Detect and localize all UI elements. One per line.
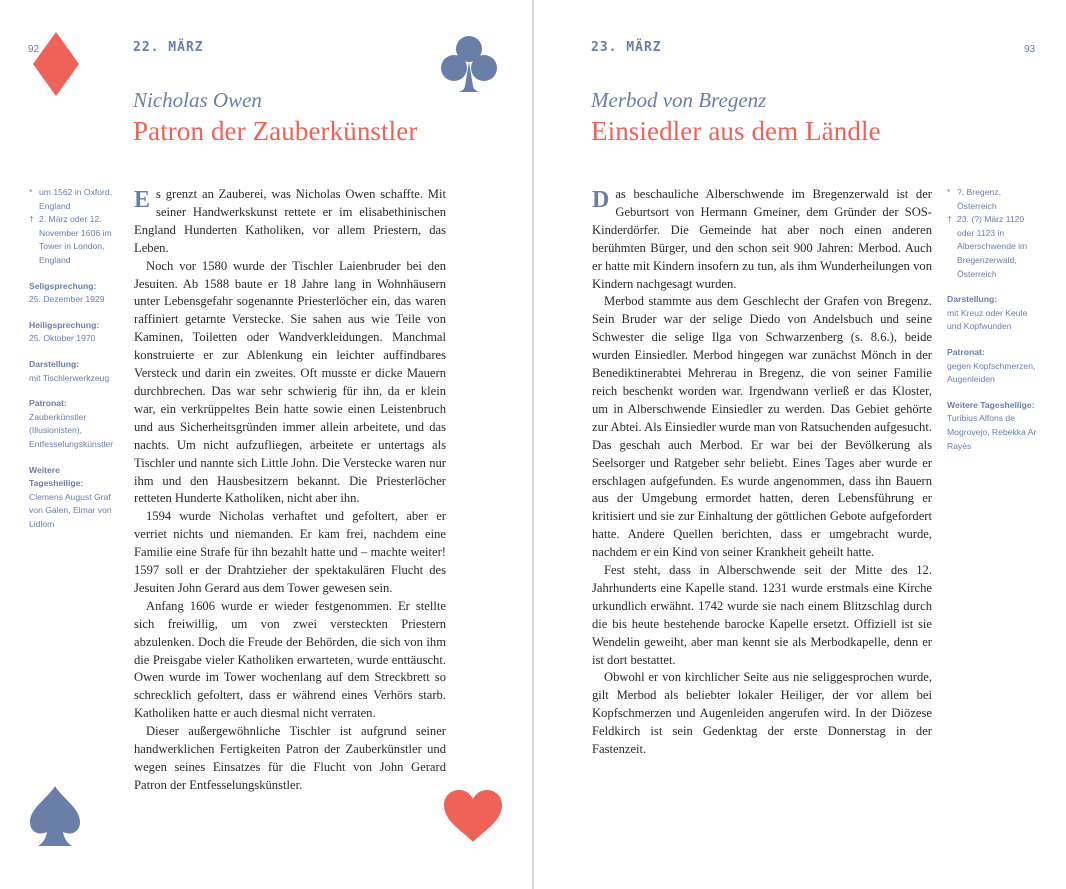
patronage-info: Patronat: Zauberkünstler (Illusionisten), Entfesselungskünstler — [29, 398, 114, 449]
body-text — [134, 186, 446, 795]
patron-title: Patron der Zauberkünstler — [133, 116, 418, 146]
spade-icon — [30, 786, 80, 848]
facts-sidebar — [29, 186, 115, 531]
birth-info: * um 1562 in Oxford, England — [29, 187, 113, 211]
heart-icon — [444, 790, 502, 842]
club-icon — [440, 34, 498, 94]
death-info: † 2. März oder 12. November 1606 im Tower in London, England — [29, 214, 112, 265]
paragraph: Das beschauliche Alberschwende im Bregenzerwald ist der Geburtsort von Hermann Gmeiner, dem Gründer der SOS-Kinderdörfer. Die Gemeinde hat aber noch einen anderen berühmten Bürger, und den schon seit 900 Jahren: Merbod. Auch er hatte mit Kindern insofern zu tun, als ihm Wunderheilungen von Kindern nachgesagt wurden. — [592, 187, 932, 291]
page-number: 92 — [28, 44, 40, 55]
other-saints-info: Weitere Tagesheilige: Turibius Alfons de Mogrovejo, Rebekka Ar Rayès — [947, 399, 1037, 451]
patron-title: Einsiedler aus dem Ländle — [591, 116, 881, 146]
birth-info: * ?, Bregenz, Österreich — [947, 187, 1001, 211]
body-text — [592, 186, 932, 759]
paragraph: Anfang 1606 wurde er wieder festgenommen. Er stellte sich freiwillig, um von zwei versteckten Priestern abzulenken. Doch die Freude der Behörden, die sich von ihm die Preisgabe vieler Katholiken erwarteten, wurde enttäuscht. Owen wurde im Tower wochenlang auf dem Streckbrett so schrecklich gefoltert, dass er während eines Verhörs starb. Katholiken hatte er auch diesmal nicht verraten. — [134, 598, 446, 721]
drop-cap: D — [592, 187, 610, 213]
saint-name: Merbod von Bregenz — [591, 88, 767, 112]
date-heading: 23. MÄRZ — [591, 40, 662, 55]
diamond-icon — [32, 32, 80, 96]
depiction-info: Darstellung: mit Kreuz oder Keule und Kopfwunden — [947, 294, 1028, 332]
death-info: † 23. (?) März 1120 oder 1123 in Alberschwende im Bregenzerwald, Österreich — [947, 214, 1028, 279]
other-saints-info: Weitere Tagesheilige: Clemens August Graf von Galen, Elmar von Lidlom — [29, 464, 112, 529]
paragraph: Dieser außergewöhnliche Tischler ist aufgrund seiner handwerklichen Fertigkeiten Patron der Zauberkünstler und wegen seines Einsatzes für die Flucht von John Gerard Patron der Entfesselungskünstler. — [134, 724, 446, 792]
paragraph: Obwohl er von kirchlicher Seite aus nie seliggesprochen wurde, gilt Merbod als beliebter lokaler Heiliger, der vor allem bei Kopfschmerzen und Augenleiden angerufen wird. In der Diözese Feldkirch ist sein Gedenktag der erste Donnerstag in der Fastenzeit. — [592, 670, 932, 757]
drop-cap: E — [134, 187, 151, 213]
facts-sidebar — [947, 186, 1039, 453]
date-heading: 22. MÄRZ — [133, 40, 204, 55]
left-page — [0, 0, 532, 889]
paragraph: Merbod stammte aus dem Geschlecht der Grafen von Bregenz. Sein Bruder war der selige Diedo von Andelsbuch und seine Schwester die selige Ilga von Schwarzenberg (s. 8.6.), beide wurden Einsiedler. Merbod hingegen war zunächst Mönch in der Benediktinerabtei Mehrerau in Bregenz, die von seiner Familie reich beschenkt worden war. Irgendwann verließ er das Kloster, um in Alberschwende Einsiedler zu werden. Das Gebiet gehörte zur Abtei. Als Einsiedler wurde man von Ratsuchenden aufgesucht. Das geschah auch Merbod. Er war bei der Bevölkerung als Seelsorger und Ratgeber sehr beliebt. Eines Tages aber wurde er erschlagen aufgefunden. Es wurde angenommen, dass ihn Bauern aus der Umgebung ermordet hatten, deren Lebensführung er kritisiert und sie zur Einhaltung der göttlichen Gebote aufgefordert hatte. Andere Quellen berichten, dass er umgebracht wurde, nachdem er ein Kind von seiner Krankheit geheilt hatte. — [592, 294, 932, 560]
canonization-info: Heiligsprechung: 25. Oktober 1970 — [29, 319, 100, 344]
right-page — [534, 0, 1066, 889]
paragraph: 1594 wurde Nicholas verhaftet und gefoltert, aber er verriet nichts und niemanden. Er kam frei, nachdem eine Familie eine Strafe für ihn bezahlt hatte und – machte weiter! 1597 soll er der Drahtzieher der spektakulären Flucht des Jesuiten John Gerard aus dem Tower gewesen sein. — [134, 509, 446, 595]
page-number: 93 — [1024, 44, 1036, 55]
saint-name: Nicholas Owen — [133, 88, 262, 112]
paragraph: Es grenzt an Zauberei, was Nicholas Owen schaffte. Mit seiner Handwerkskunst rettete er im elisabethinischen England Hunderten Katholiken, vor allem Priestern, das Leben. — [134, 187, 446, 255]
beatification-info: Seligsprechung: 25. Dezember 1929 — [29, 280, 105, 305]
patronage-info: Patronat: gegen Kopfschmerzen, Augenleiden — [947, 346, 1036, 385]
paragraph: Fest steht, dass in Alberschwende seit der Mitte des 12. Jahrhunderts eine Kapelle stand. 1231 wurde erstmals eine Kirche urkundlich erwähnt. 1742 wurde sie nach einem Blitzschlag durch die bis heute bestehende barocke Kapelle ersetzt. Offiziell ist sie Wendelin geweiht, aber man kennt sie als Merbodkapelle, denn er ist dort bestattet. — [592, 563, 932, 667]
paragraph: Noch vor 1580 wurde der Tischler Laienbruder bei den Jesuiten. Ab 1588 baute er 18 Jahre lang in Wohnhäusern unter Lebensgefahr sogenannte Priesterlöcher ein, das waren raffiniert getarnte Verstecke. Sie sahen aus wie Teile von Kaminen, Toiletten oder Wandverkleidungen. Manchmal konstruierte er zur Ablenkung ein leichter auffindbares Versteck und darin ein zweites. Oft musste er dicke Mauern durchbrechen. Das war sehr schwierig für ihn, da er klein war, ein verkrüppeltes Bein hatte sowie einen Leistenbruch und aus Sicherheitsgründen immer allein arbeitete, und das nachts. Um nicht aufzufliegen, arbeitete er untertags als Tischler und nannte sich Little John. Die Verstecke waren nur ihm und den Hausbesitzern bekannt. Die Priesterlöcher retteten Hunderte Katholiken, nicht aber ihn. — [134, 258, 446, 506]
depiction-info: Darstellung: mit Tischlerwerkzeug — [29, 358, 110, 383]
